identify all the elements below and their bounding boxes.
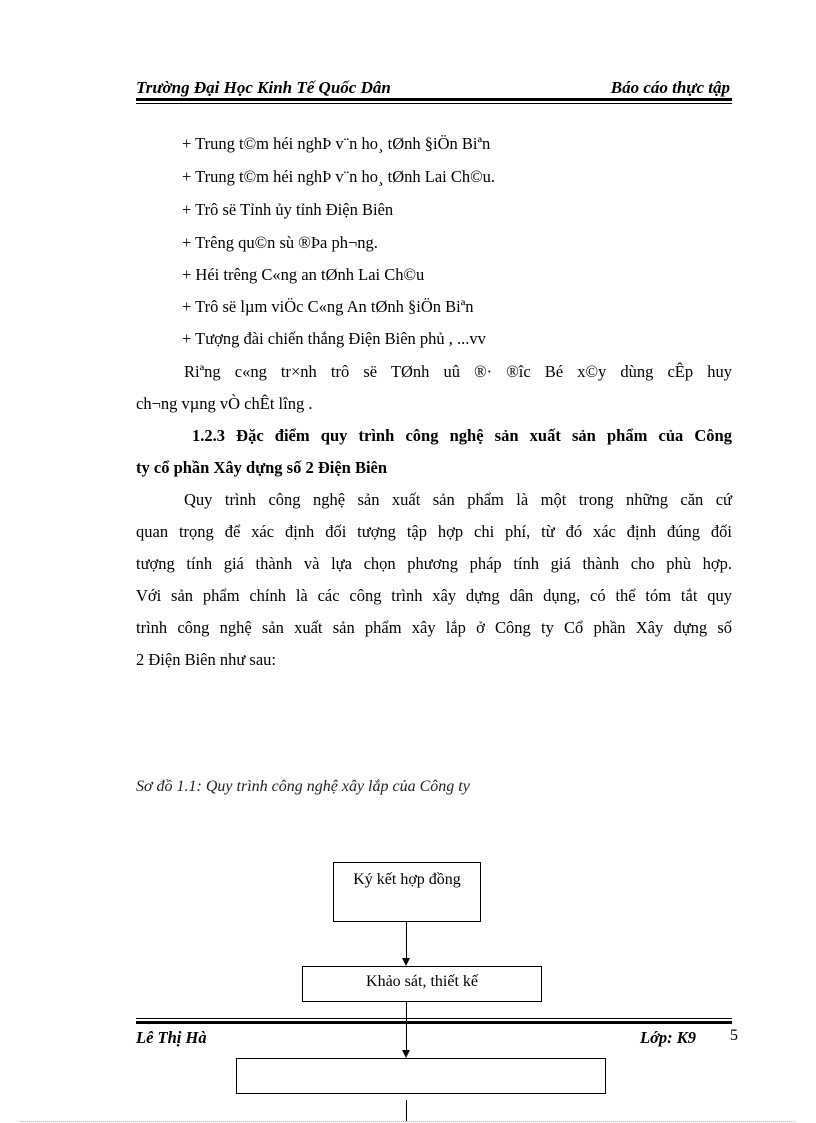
paragraph-line: ch¬ng vµng vÒ chÊt lîng . xyxy=(136,394,313,413)
page-number: 5 xyxy=(730,1027,738,1044)
flow-step-label: Ký kết hợp đồng xyxy=(353,871,461,888)
flow-step-survey-design xyxy=(302,966,542,1002)
arrow-down-icon xyxy=(402,1050,410,1058)
flow-step-next xyxy=(236,1058,606,1094)
list-item: + Trung t©m héi nghÞ v¨n ho¸ tØnh §iÖn Biªn xyxy=(182,134,491,153)
paragraph-line: trình công nghệ sản xuất sản phẩm xây lắp ở Công ty Cổ phần Xây dựng số xyxy=(136,618,732,637)
footer-class: Lớp: K9 xyxy=(640,1028,697,1047)
header-rule-thick xyxy=(136,98,732,101)
paragraph-line: Riªng c«ng tr×nh trô së TØnh uû ®· ®îc Bé x©y dùng cÊp huy xyxy=(184,362,732,381)
header-school-name: Trường Đại Học Kinh Tế Quốc Dân xyxy=(136,78,391,97)
flow-connector xyxy=(406,1002,407,1054)
paragraph-line: Quy trình công nghệ sản xuất sản phẩm là một trong những căn cứ xyxy=(184,490,732,509)
list-item: + Trêng qu©n sù ®Þa ph¬ng. xyxy=(182,233,378,252)
list-item: + Trô së lµm viÖc C«ng An tØnh §iÖn Biªn xyxy=(182,297,474,316)
list-item: + Trung t©m héi nghÞ v¨n ho¸ tØnh Lai Ch©u. xyxy=(182,167,496,186)
paragraph-line: Với sản phẩm chính là các công trình xây dựng dân dụng, có thể tóm tắt quy xyxy=(136,586,732,605)
flow-connector xyxy=(406,922,407,962)
footer-rule-thin xyxy=(136,1018,732,1019)
footer-rule-thick xyxy=(136,1021,732,1024)
flow-step-contract xyxy=(333,862,481,922)
paragraph-line: quan trọng để xác định đối tượng tập hợp chi phí, từ đó xác định đúng đối xyxy=(136,522,732,541)
list-item: + Trô së Tỉnh ủy tỉnh Điện Biên xyxy=(182,200,394,219)
flow-step-label: Khảo sát, thiết kế xyxy=(366,973,478,990)
section-heading: 1.2.3 Đặc điểm quy trình công nghệ sản xuất sản phẩm của Công xyxy=(192,426,732,445)
paragraph-line: 2 Điện Biên như sau: xyxy=(136,650,277,669)
arrow-down-icon xyxy=(402,958,410,966)
page-edge-divider xyxy=(20,1121,796,1122)
diagram-caption: Sơ đồ 1.1: Quy trình công nghệ xây lắp của Công ty xyxy=(136,778,470,795)
section-heading-cont: ty cổ phần Xây dựng số 2 Điện Biên xyxy=(136,458,388,477)
footer-author: Lê Thị Hà xyxy=(136,1028,207,1047)
paragraph-line: tượng tính giá thành và lựa chọn phương pháp tính giá thành cho phù hợp. xyxy=(136,554,732,573)
flow-connector xyxy=(406,1100,407,1121)
list-item: + Héi trêng C«ng an tØnh Lai Ch©u xyxy=(182,265,425,284)
list-item: + Tượng đài chiến thắng Điện Biên phủ , ...vv xyxy=(182,329,486,348)
header-rule-thin xyxy=(136,103,732,104)
header-report-title: Báo cáo thực tập xyxy=(610,78,730,97)
